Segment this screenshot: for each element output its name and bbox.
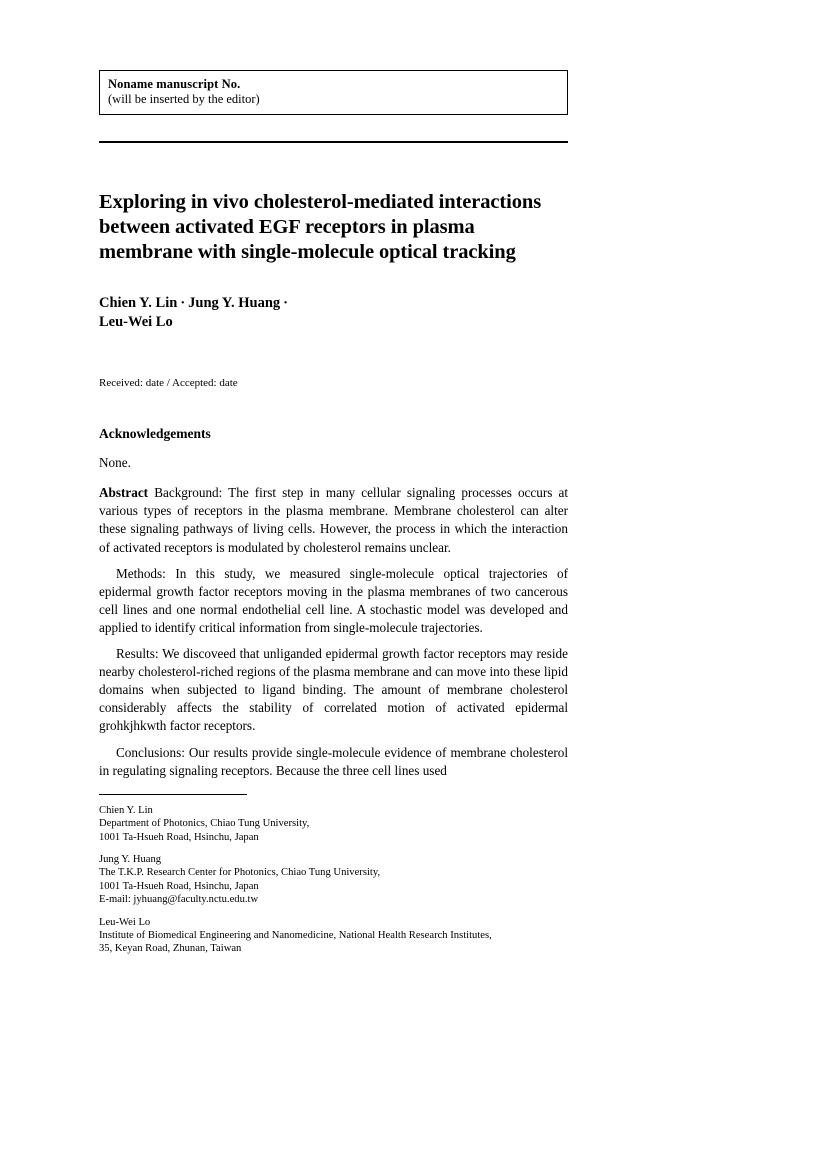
- abstract-label: Abstract: [99, 485, 149, 501]
- author-name-3: Leu-Wei Lo: [99, 314, 173, 331]
- manuscript-number-note: (will be inserted by the editor): [108, 92, 260, 106]
- abstract-conclusions-paragraph: Conclusions: Our results provide single-molecule evidence of membrane cholesterol in regulating signaling receptors. Because the three cell lines used: [99, 744, 568, 778]
- abstract-background-text: Background: The first step in many cellular signaling processes occurs at various types of receptors in the plasma membrane. Membrane cholesterol can alter these signaling pathways of living cells. However, the process in which the interaction of activated receptors is modulated by cholesterol remains unclear.: [99, 485, 568, 555]
- author-list: [99, 294, 519, 332]
- author-separator-1: ·: [180, 295, 186, 312]
- acknowledgements-heading: Acknowledgements: [99, 426, 211, 442]
- footnote-author-3: [99, 916, 568, 956]
- footnote-author-1: [99, 804, 568, 844]
- abstract-background-paragraph: [99, 484, 568, 556]
- acknowledgements-text: None.: [99, 455, 131, 471]
- page-content: [99, 70, 568, 956]
- footnote-author-2: [99, 853, 568, 907]
- manuscript-number-box: [99, 70, 568, 115]
- footnote-author-2-email[interactable]: E-mail: jyhuang@faculty.nctu.edu.tw: [99, 894, 259, 906]
- footnote-divider: [99, 794, 247, 795]
- received-accepted-dates: Received: date / Accepted: date: [99, 377, 238, 390]
- footnote-author-3-line-2: 35, Keyan Road, Zhunan, Taiwan: [99, 943, 242, 955]
- author-separator-2: ·: [283, 295, 289, 312]
- abstract-methods-paragraph: Methods: In this study, we measured single-molecule optical trajectories of epidermal growth factor receptors moving in the plasma membranes of two cancerous cell lines and one normal endothelial cell line. A stochastic model was developed and applied to identify critical information from single-molecule trajectories.: [99, 565, 568, 635]
- footnote-author-2-name: Jung Y. Huang: [99, 853, 162, 865]
- page-title: Exploring in vivo cholesterol-mediated interactions between activated EGF receptors in plasma membrane with single-molecule optical tracking: [99, 191, 542, 264]
- footnote-author-1-line-1: Department of Photonics, Chiao Tung University,: [99, 818, 310, 830]
- author-name-1: Chien Y. Lin: [99, 295, 178, 312]
- footnote-author-1-name: Chien Y. Lin: [99, 804, 153, 816]
- abstract-results-paragraph: Results: We discoveed that unliganded epidermal growth factor receptors may reside nearby cholesterol-riched regions of the plasma membrane and can move into these lipid domains when subjected to ligand binding. The amount of membrane cholesterol considerably affects the stability of correlated motion of activated epidermal grohkjhkwth factor receptors.: [99, 646, 568, 734]
- footnote-author-2-line-1: The T.K.P. Research Center for Photonics, Chiao Tung University,: [99, 867, 381, 879]
- footnote-author-3-line-1: Institute of Biomedical Engineering and Nanomedicine, National Health Research Institutes,: [99, 929, 492, 941]
- manuscript-number-label: Noname manuscript No.: [108, 77, 241, 91]
- footnote-author-1-line-2: 1001 Ta-Hsueh Road, Hsinchu, Japan: [99, 831, 259, 843]
- footnote-author-3-name: Leu-Wei Lo: [99, 916, 151, 928]
- author-name-2: Jung Y. Huang: [188, 295, 281, 312]
- footnote-author-2-line-2: 1001 Ta-Hsueh Road, Hsinchu, Japan: [99, 880, 259, 892]
- header-divider: [99, 141, 568, 143]
